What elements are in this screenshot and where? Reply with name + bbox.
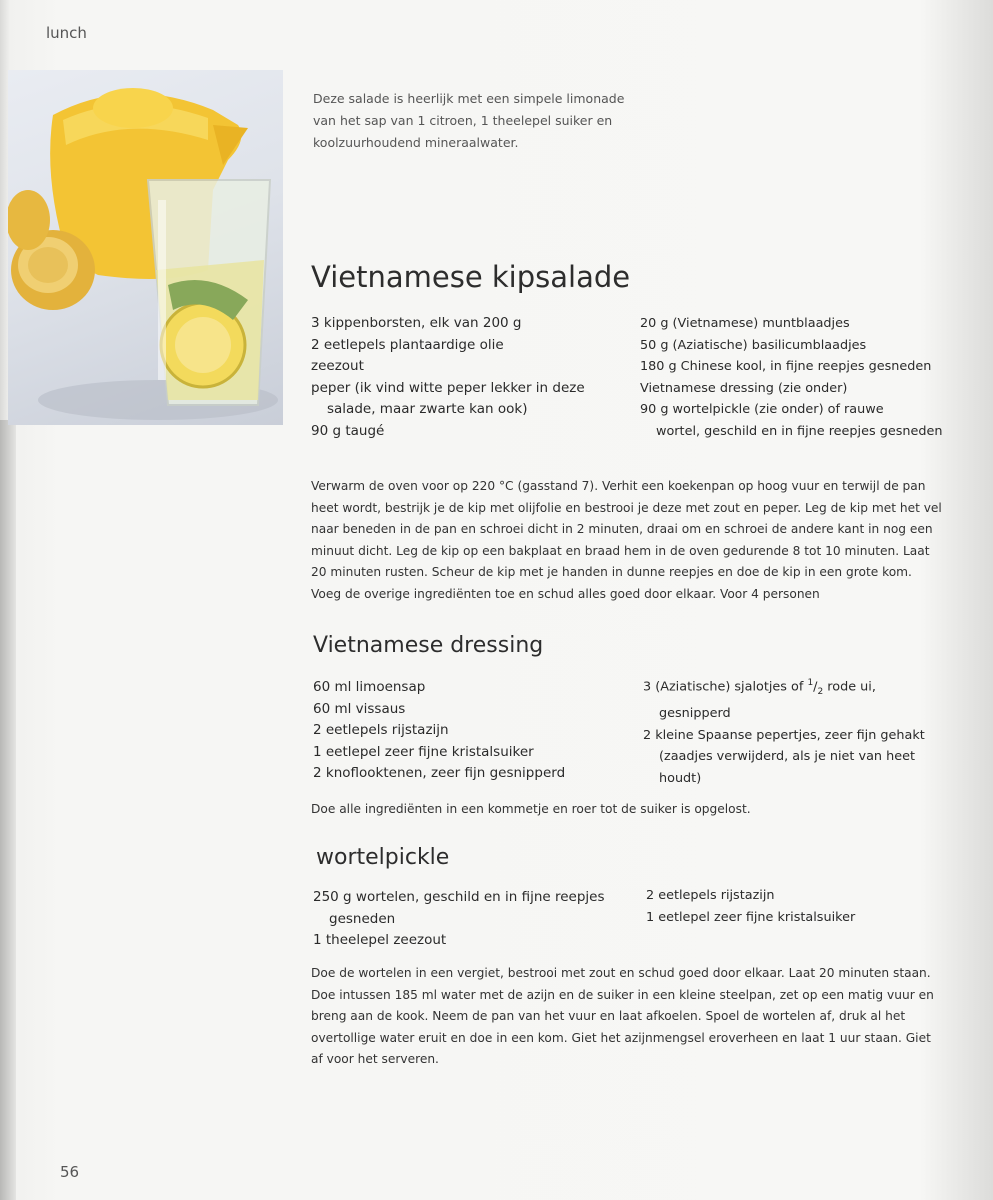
pickle-ingredients-left <box>313 887 623 952</box>
ingredient-line: 90 g taugé <box>311 422 385 439</box>
section-label: lunch <box>46 24 87 42</box>
ingredient-line: zeezout <box>311 358 364 374</box>
intro-text: Deze salade is heerlijk met een simpele limonade van het sap van 1 citroen, 1 theelepel suiker en koolzuurhoudend mineraalwater. <box>313 91 625 150</box>
ingredient-line: 3 kippenborsten, elk van 200 g <box>311 315 522 331</box>
ingredient-line: wortel, geschild en in fijne reepjes gesneden <box>656 423 943 439</box>
dressing-title: Vietnamese dressing <box>313 633 544 658</box>
ingredient-line: 2 kleine Spaanse pepertjes, zeer fijn gehakt <box>643 727 925 743</box>
recipe-title: Vietnamese kipsalade <box>311 260 631 294</box>
ingredient-line: gesneden <box>329 910 396 927</box>
recipe-ingredients-left <box>311 313 611 442</box>
ingredient-line: 2 eetlepels rijstazijn <box>313 722 449 738</box>
ingredient-line: houdt) <box>659 770 702 786</box>
pickle-method: Doe de wortelen in een vergiet, bestrooi met zout en schud goed door elkaar. Laat 20 minuten staan. Doe intussen 185 ml water met de azijn en de suiker in een kleine steelpan, zet op een matig vuur en breng aan de kook. Neem de pan van het vuur en laat afkoelen. Spoel de wortelen af, druk al het overtollige water eruit en doe in een kom. Giet het azijnmengsel eroverheen en laat 1 uur staan. Giet af voor het serveren. <box>311 966 934 1066</box>
ingredient-line: 60 ml vissaus <box>313 700 406 717</box>
ingredient-line: 1 eetlepel zeer fijne kristalsuiker <box>646 909 856 925</box>
ingredient-line: 250 g wortelen, geschild en in fijne reepjes <box>313 889 605 905</box>
pickle-title: wortelpickle <box>316 845 450 870</box>
ingredient-line: peper (ik vind witte peper lekker in deze <box>311 379 585 396</box>
book-spine-shadow <box>0 420 16 1200</box>
ingredient-line: 60 ml limoensap <box>313 679 426 695</box>
recipe-method: Verwarm de oven voor op 220 °C (gasstand 7). Verhit een koekenpan op hoog vuur en terwijl de pan heet wordt, bestrijk je de kip met olijfolie en bestrooi je deze met zout en peper. Leg de kip met het vel naar beneden in de pan en schroei dicht in 2 minuten, draai om en schroei de andere kant in nog een minuut dicht. Leg de kip op een bakplaat en braad hem in de oven gedurende 8 tot 10 minuten. Laat 20 minuten rusten. Scheur de kip met je handen in dunne reepjes en doe de kip in een grote kom. Voeg de overige ingrediënten toe en schud alles goed door elkaar. Voor 4 personen <box>311 479 942 601</box>
ingredient-line: 1 theelepel zeezout <box>313 932 447 948</box>
ingredient-line: salade, maar zwarte kan ook) <box>327 401 528 417</box>
dressing-method: Doe alle ingrediënten in een kommetje en roer tot de suiker is opgelost. <box>311 802 751 816</box>
pickle-ingredients-right <box>646 885 946 928</box>
dressing-ingredients-left <box>313 677 613 785</box>
ingredient-line: 3 (Aziatische) sjalotjes of $^1/_2$ rode ui, <box>643 678 876 697</box>
ingredient-text: rode ui, <box>827 679 876 695</box>
ingredient-line: 1 eetlepel zeer fijne kristalsuiker <box>313 743 534 760</box>
ingredient-text: 3 (Aziatische) sjalotjes of <box>643 679 804 695</box>
fraction-denominator: 2 <box>817 686 824 697</box>
fraction-numerator: 1 <box>807 678 814 688</box>
ingredient-line: 2 eetlepels rijstazijn <box>646 888 775 903</box>
ingredient-line: 2 knoflooktenen, zeer fijn gesnipperd <box>313 765 566 781</box>
ingredient-line: 90 g wortelpickle (zie onder) of rauwe <box>640 402 884 417</box>
ingredient-line: 50 g (Aziatische) basilicumblaadjes <box>640 337 867 353</box>
ingredient-line: 180 g Chinese kool, in fijne reepjes gesneden <box>640 359 932 374</box>
ingredient-line: (zaadjes verwijderd, als je niet van heet <box>659 749 915 765</box>
recipe-ingredients-right <box>640 313 950 442</box>
ingredient-line: 2 eetlepels plantaardige olie <box>311 336 504 353</box>
lemonade-photo <box>8 70 283 425</box>
page-number: 56 <box>60 1163 80 1181</box>
ingredient-line: Vietnamese dressing (zie onder) <box>640 380 848 396</box>
dressing-ingredients-right <box>643 673 953 789</box>
lemonade-illustration <box>8 70 283 425</box>
ingredient-line: gesnipperd <box>659 706 731 722</box>
ingredient-line: 20 g (Vietnamese) muntblaadjes <box>640 316 850 331</box>
